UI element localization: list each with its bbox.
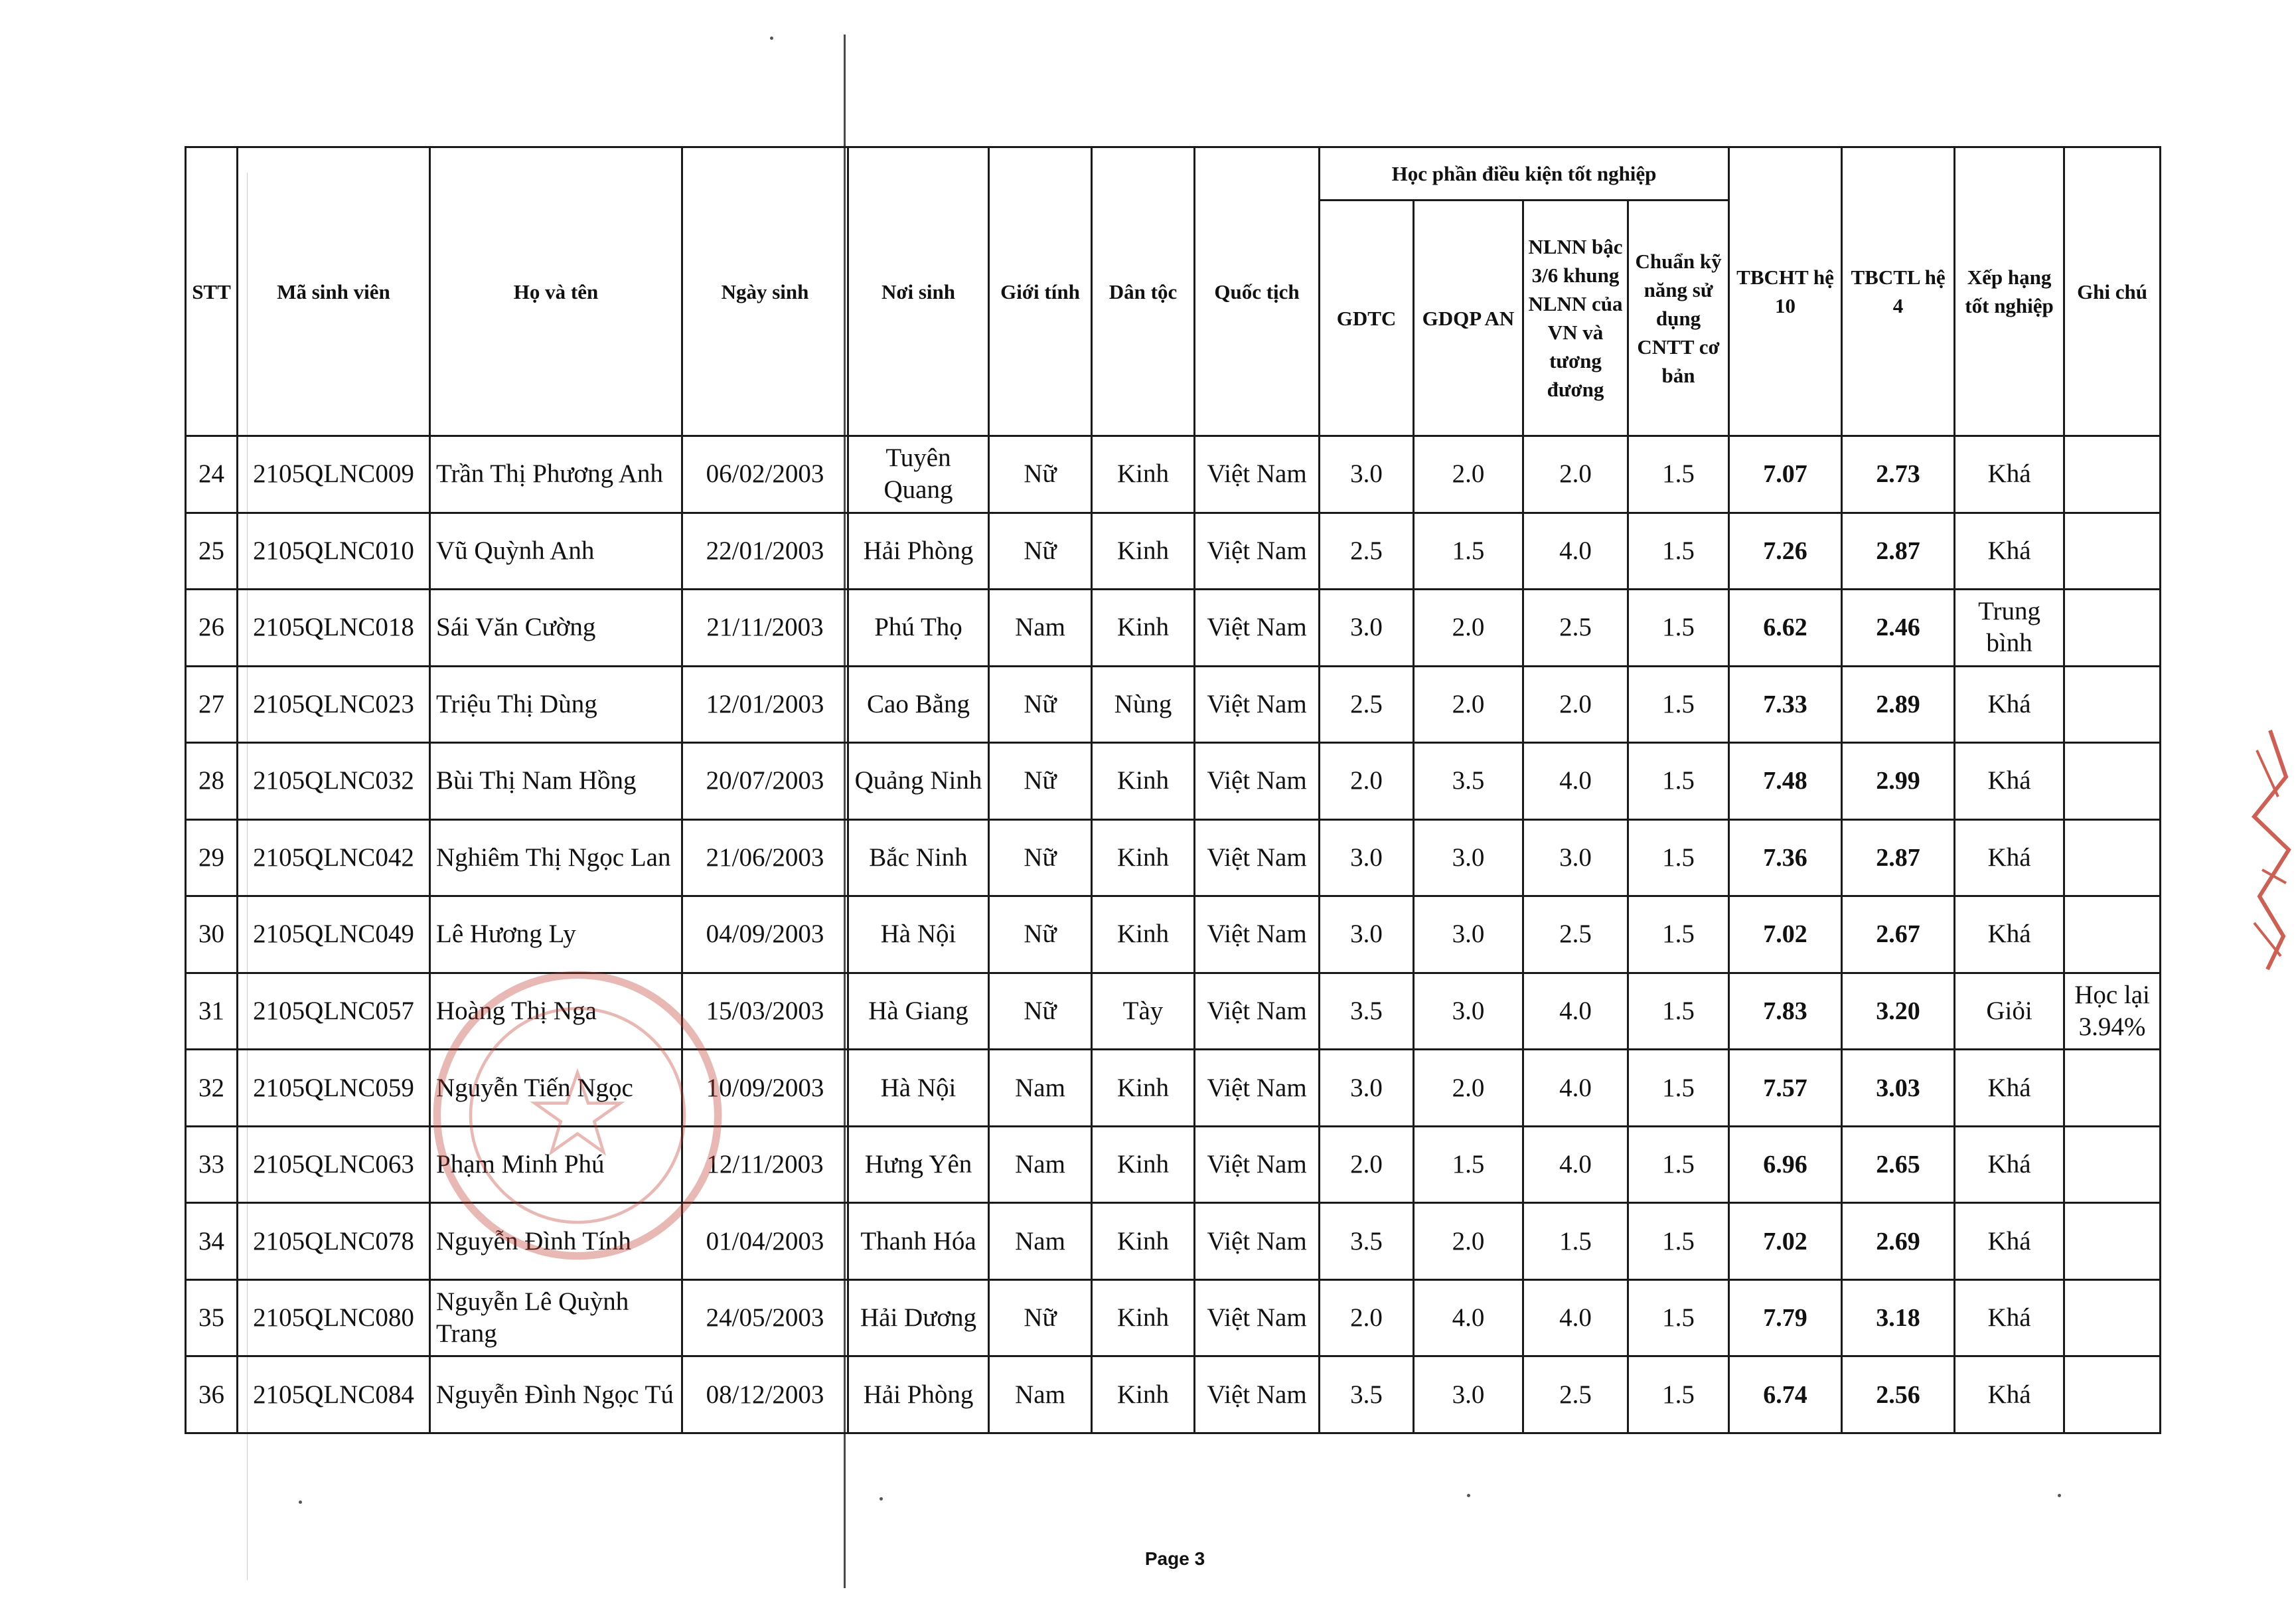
cell-tbcht: 7.83 (1729, 973, 1842, 1050)
cell-nlnn: 4.0 (1523, 513, 1628, 590)
cell-note (2064, 590, 2161, 667)
cell-gdtc: 3.5 (1320, 973, 1414, 1050)
cell-gdqp: 3.0 (1414, 973, 1523, 1050)
cell-cntt: 1.5 (1628, 973, 1729, 1050)
header-full-name: Họ và tên (430, 147, 682, 436)
table-body (186, 436, 2161, 1433)
table-row (186, 436, 2161, 513)
cell-student-id: 2105QLNC018 (238, 590, 430, 667)
cell-stt: 31 (186, 973, 238, 1050)
cell-tbcht: 7.26 (1729, 513, 1842, 590)
cell-tbctl: 2.46 (1842, 590, 1955, 667)
cell-full-name: Nguyễn Đình Tính (430, 1203, 682, 1280)
cell-rank: Trung bình (1955, 590, 2064, 667)
cell-birthplace: Bắc Ninh (848, 819, 989, 896)
header-stt: STT (186, 147, 238, 436)
cell-rank: Khá (1955, 1356, 2064, 1433)
table-row (186, 1279, 2161, 1356)
header-rank: Xếp hạng tốt nghiệp (1955, 147, 2064, 436)
cell-rank: Khá (1955, 513, 2064, 590)
cell-dob: 10/09/2003 (682, 1050, 848, 1127)
header-gdqp: GDQP AN (1414, 201, 1523, 436)
cell-gender: Nam (989, 1356, 1092, 1433)
cell-gdqp: 4.0 (1414, 1279, 1523, 1356)
table-row (186, 896, 2161, 973)
cell-birthplace: Thanh Hóa (848, 1203, 989, 1280)
cell-note (2064, 513, 2161, 590)
cell-ethnicity: Kinh (1092, 1203, 1195, 1280)
cell-gdtc: 3.5 (1320, 1356, 1414, 1433)
cell-student-id: 2105QLNC032 (238, 743, 430, 820)
cell-nlnn: 4.0 (1523, 743, 1628, 820)
cell-cntt: 1.5 (1628, 743, 1729, 820)
cell-gdtc: 3.0 (1320, 896, 1414, 973)
cell-tbctl: 2.99 (1842, 743, 1955, 820)
cell-full-name: Nguyễn Tiến Ngọc (430, 1050, 682, 1127)
cell-gdqp: 2.0 (1414, 1203, 1523, 1280)
cell-ethnicity: Tày (1092, 973, 1195, 1050)
cell-gdqp: 2.0 (1414, 436, 1523, 513)
cell-nationality: Việt Nam (1195, 436, 1320, 513)
cell-nlnn: 3.0 (1523, 819, 1628, 896)
cell-stt: 28 (186, 743, 238, 820)
cell-ethnicity: Kinh (1092, 1050, 1195, 1127)
cell-note: Học lại 3.94% (2064, 973, 2161, 1050)
cell-nationality: Việt Nam (1195, 590, 1320, 667)
cell-stt: 36 (186, 1356, 238, 1433)
cell-ethnicity: Kinh (1092, 590, 1195, 667)
cell-gender: Nữ (989, 819, 1092, 896)
cell-dob: 21/06/2003 (682, 819, 848, 896)
cell-student-id: 2105QLNC080 (238, 1279, 430, 1356)
cell-birthplace: Hà Nội (848, 896, 989, 973)
graduation-list-sheet (185, 146, 2159, 1434)
cell-dob: 04/09/2003 (682, 896, 848, 973)
cell-ethnicity: Nùng (1092, 666, 1195, 743)
table-row (186, 1126, 2161, 1203)
cell-gender: Nữ (989, 436, 1092, 513)
cell-ethnicity: Kinh (1092, 1356, 1195, 1433)
cell-student-id: 2105QLNC063 (238, 1126, 430, 1203)
cell-full-name: Lê Hương Ly (430, 896, 682, 973)
cell-gender: Nam (989, 1126, 1092, 1203)
cell-dob: 21/11/2003 (682, 590, 848, 667)
cell-stt: 34 (186, 1203, 238, 1280)
table-header (186, 147, 2161, 436)
cell-nationality: Việt Nam (1195, 666, 1320, 743)
cell-birthplace: Quảng Ninh (848, 743, 989, 820)
cell-full-name: Nguyễn Đình Ngọc Tú (430, 1356, 682, 1433)
cell-stt: 24 (186, 436, 238, 513)
cell-cntt: 1.5 (1628, 819, 1729, 896)
table-row (186, 666, 2161, 743)
cell-stt: 29 (186, 819, 238, 896)
header-tbcht: TBCHT hệ 10 (1729, 147, 1842, 436)
cell-tbctl: 2.89 (1842, 666, 1955, 743)
cell-full-name: Vũ Quỳnh Anh (430, 513, 682, 590)
cell-nationality: Việt Nam (1195, 1279, 1320, 1356)
cell-full-name: Hoàng Thị Nga (430, 973, 682, 1050)
cell-dob: 22/01/2003 (682, 513, 848, 590)
cell-tbcht: 7.48 (1729, 743, 1842, 820)
header-cntt: Chuẩn kỹ năng sử dụng CNTT cơ bản (1628, 201, 1729, 436)
cell-birthplace: Hải Dương (848, 1279, 989, 1356)
cell-cntt: 1.5 (1628, 436, 1729, 513)
cell-tbctl: 2.87 (1842, 819, 1955, 896)
cell-gdqp: 3.0 (1414, 819, 1523, 896)
cell-cntt: 1.5 (1628, 513, 1729, 590)
cell-gdtc: 3.0 (1320, 436, 1414, 513)
header-tbctl: TBCTL hệ 4 (1842, 147, 1955, 436)
cell-gender: Nữ (989, 743, 1092, 820)
cell-nlnn: 4.0 (1523, 1050, 1628, 1127)
cell-dob: 12/01/2003 (682, 666, 848, 743)
cell-cntt: 1.5 (1628, 590, 1729, 667)
cell-stt: 27 (186, 666, 238, 743)
cell-tbctl: 3.18 (1842, 1279, 1955, 1356)
cell-rank: Khá (1955, 1126, 2064, 1203)
cell-cntt: 1.5 (1628, 896, 1729, 973)
cell-full-name: Phạm Minh Phú (430, 1126, 682, 1203)
cell-note (2064, 1126, 2161, 1203)
header-student-id: Mã sinh viên (238, 147, 430, 436)
cell-nlnn: 2.0 (1523, 666, 1628, 743)
cell-gdtc: 3.5 (1320, 1203, 1414, 1280)
cell-gdqp: 2.0 (1414, 1050, 1523, 1127)
cell-rank: Khá (1955, 666, 2064, 743)
cell-gender: Nữ (989, 513, 1092, 590)
cell-tbcht: 7.36 (1729, 819, 1842, 896)
cell-stt: 30 (186, 896, 238, 973)
cell-gdqp: 1.5 (1414, 513, 1523, 590)
cell-student-id: 2105QLNC059 (238, 1050, 430, 1127)
header-gender: Giới tính (989, 147, 1092, 436)
cell-note (2064, 666, 2161, 743)
cell-gdqp: 2.0 (1414, 666, 1523, 743)
cell-full-name: Nghiêm Thị Ngọc Lan (430, 819, 682, 896)
cell-nationality: Việt Nam (1195, 1356, 1320, 1433)
cell-dob: 01/04/2003 (682, 1203, 848, 1280)
cell-birthplace: Hải Phòng (848, 513, 989, 590)
cell-gdtc: 3.0 (1320, 1050, 1414, 1127)
cell-ethnicity: Kinh (1092, 743, 1195, 820)
cell-gdqp: 1.5 (1414, 1126, 1523, 1203)
header-gdtc: GDTC (1320, 201, 1414, 436)
cell-birthplace: Hải Phòng (848, 1356, 989, 1433)
cell-ethnicity: Kinh (1092, 1279, 1195, 1356)
cell-ethnicity: Kinh (1092, 436, 1195, 513)
header-ethnicity: Dân tộc (1092, 147, 1195, 436)
cell-stt: 33 (186, 1126, 238, 1203)
cell-gdtc: 3.0 (1320, 590, 1414, 667)
cell-birthplace: Hà Nội (848, 1050, 989, 1127)
header-graduation-group: Học phần điều kiện tốt nghiệp (1320, 147, 1729, 201)
cell-birthplace: Cao Bằng (848, 666, 989, 743)
cell-student-id: 2105QLNC009 (238, 436, 430, 513)
cell-nlnn: 4.0 (1523, 973, 1628, 1050)
cell-rank: Giỏi (1955, 973, 2064, 1050)
cell-student-id: 2105QLNC042 (238, 819, 430, 896)
cell-gdtc: 2.0 (1320, 1279, 1414, 1356)
header-birthplace: Nơi sinh (848, 147, 989, 436)
cell-gender: Nữ (989, 666, 1092, 743)
cell-gender: Nam (989, 590, 1092, 667)
cell-student-id: 2105QLNC057 (238, 973, 430, 1050)
cell-dob: 20/07/2003 (682, 743, 848, 820)
cell-student-id: 2105QLNC078 (238, 1203, 430, 1280)
cell-rank: Khá (1955, 1050, 2064, 1127)
cell-nationality: Việt Nam (1195, 1203, 1320, 1280)
cell-nlnn: 4.0 (1523, 1126, 1628, 1203)
cell-tbcht: 6.96 (1729, 1126, 1842, 1203)
cell-gender: Nữ (989, 896, 1092, 973)
cell-gender: Nữ (989, 973, 1092, 1050)
cell-birthplace: Hưng Yên (848, 1126, 989, 1203)
cell-cntt: 1.5 (1628, 666, 1729, 743)
cell-nationality: Việt Nam (1195, 743, 1320, 820)
cell-dob: 15/03/2003 (682, 973, 848, 1050)
cell-cntt: 1.5 (1628, 1126, 1729, 1203)
header-nlnn: NLNN bậc 3/6 khung NLNN của VN và tương đương (1523, 201, 1628, 436)
cell-full-name: Nguyễn Lê Quỳnh Trang (430, 1279, 682, 1356)
graduation-table (185, 146, 2161, 1434)
cell-stt: 32 (186, 1050, 238, 1127)
cell-nlnn: 2.5 (1523, 1356, 1628, 1433)
cell-tbctl: 3.03 (1842, 1050, 1955, 1127)
cell-dob: 24/05/2003 (682, 1279, 848, 1356)
cell-gender: Nữ (989, 1279, 1092, 1356)
cell-tbctl: 2.56 (1842, 1356, 1955, 1433)
header-note: Ghi chú (2064, 147, 2161, 436)
cell-stt: 35 (186, 1279, 238, 1356)
cell-note (2064, 1279, 2161, 1356)
cell-nlnn: 4.0 (1523, 1279, 1628, 1356)
cell-tbctl: 2.65 (1842, 1126, 1955, 1203)
cell-nlnn: 1.5 (1523, 1203, 1628, 1280)
cell-nationality: Việt Nam (1195, 1050, 1320, 1127)
cell-rank: Khá (1955, 1279, 2064, 1356)
cell-nationality: Việt Nam (1195, 896, 1320, 973)
cell-tbcht: 6.74 (1729, 1356, 1842, 1433)
cell-nlnn: 2.5 (1523, 896, 1628, 973)
cell-tbctl: 3.20 (1842, 973, 1955, 1050)
cell-rank: Khá (1955, 1203, 2064, 1280)
cell-tbcht: 7.02 (1729, 1203, 1842, 1280)
cell-rank: Khá (1955, 896, 2064, 973)
cell-birthplace: Tuyên Quang (848, 436, 989, 513)
cell-nlnn: 2.5 (1523, 590, 1628, 667)
cell-gdtc: 2.0 (1320, 1126, 1414, 1203)
cell-student-id: 2105QLNC023 (238, 666, 430, 743)
cell-rank: Khá (1955, 819, 2064, 896)
cell-note (2064, 1203, 2161, 1280)
header-nationality: Quốc tịch (1195, 147, 1320, 436)
cell-ethnicity: Kinh (1092, 1126, 1195, 1203)
cell-dob: 06/02/2003 (682, 436, 848, 513)
cell-tbcht: 7.33 (1729, 666, 1842, 743)
cell-gdqp: 2.0 (1414, 590, 1523, 667)
cell-tbcht: 7.02 (1729, 896, 1842, 973)
cell-cntt: 1.5 (1628, 1356, 1729, 1433)
cell-full-name: Trần Thị Phương Anh (430, 436, 682, 513)
cell-student-id: 2105QLNC049 (238, 896, 430, 973)
cell-gender: Nam (989, 1050, 1092, 1127)
cell-nationality: Việt Nam (1195, 513, 1320, 590)
cell-tbctl: 2.87 (1842, 513, 1955, 590)
cell-cntt: 1.5 (1628, 1050, 1729, 1127)
table-row (186, 590, 2161, 667)
table-row (186, 513, 2161, 590)
cell-tbcht: 6.62 (1729, 590, 1842, 667)
cell-note (2064, 819, 2161, 896)
cell-rank: Khá (1955, 436, 2064, 513)
cell-cntt: 1.5 (1628, 1279, 1729, 1356)
cell-note (2064, 1356, 2161, 1433)
table-row (186, 743, 2161, 820)
cell-full-name: Bùi Thị Nam Hồng (430, 743, 682, 820)
table-row (186, 973, 2161, 1050)
cell-stt: 25 (186, 513, 238, 590)
cell-gdtc: 2.5 (1320, 513, 1414, 590)
cell-ethnicity: Kinh (1092, 896, 1195, 973)
table-row (186, 1356, 2161, 1433)
table-row (186, 819, 2161, 896)
cell-student-id: 2105QLNC084 (238, 1356, 430, 1433)
cell-ethnicity: Kinh (1092, 819, 1195, 896)
cell-note (2064, 1050, 2161, 1127)
cell-full-name: Sái Văn Cường (430, 590, 682, 667)
cell-tbctl: 2.73 (1842, 436, 1955, 513)
cell-gdtc: 3.0 (1320, 819, 1414, 896)
cell-gdqp: 3.0 (1414, 1356, 1523, 1433)
cell-birthplace: Phú Thọ (848, 590, 989, 667)
cell-birthplace: Hà Giang (848, 973, 989, 1050)
cell-student-id: 2105QLNC010 (238, 513, 430, 590)
cell-tbcht: 7.07 (1729, 436, 1842, 513)
cell-tbcht: 7.57 (1729, 1050, 1842, 1127)
cell-tbctl: 2.67 (1842, 896, 1955, 973)
cell-nationality: Việt Nam (1195, 973, 1320, 1050)
table-row (186, 1203, 2161, 1280)
cell-dob: 12/11/2003 (682, 1126, 848, 1203)
cell-nlnn: 2.0 (1523, 436, 1628, 513)
cell-nationality: Việt Nam (1195, 819, 1320, 896)
cell-stt: 26 (186, 590, 238, 667)
cell-gdqp: 3.5 (1414, 743, 1523, 820)
cell-tbctl: 2.69 (1842, 1203, 1955, 1280)
cell-note (2064, 436, 2161, 513)
cell-note (2064, 896, 2161, 973)
cell-gdtc: 2.0 (1320, 743, 1414, 820)
cell-ethnicity: Kinh (1092, 513, 1195, 590)
header-dob: Ngày sinh (682, 147, 848, 436)
page-number: Page 3 (1144, 1548, 1205, 1569)
cell-full-name: Triệu Thị Dùng (430, 666, 682, 743)
cell-rank: Khá (1955, 743, 2064, 820)
cell-note (2064, 743, 2161, 820)
cell-dob: 08/12/2003 (682, 1356, 848, 1433)
cell-nationality: Việt Nam (1195, 1126, 1320, 1203)
cell-cntt: 1.5 (1628, 1203, 1729, 1280)
cell-tbcht: 7.79 (1729, 1279, 1842, 1356)
table-row (186, 1050, 2161, 1127)
cell-gender: Nam (989, 1203, 1092, 1280)
cell-gdqp: 3.0 (1414, 896, 1523, 973)
signature-mark-icon (2244, 724, 2296, 976)
cell-gdtc: 2.5 (1320, 666, 1414, 743)
